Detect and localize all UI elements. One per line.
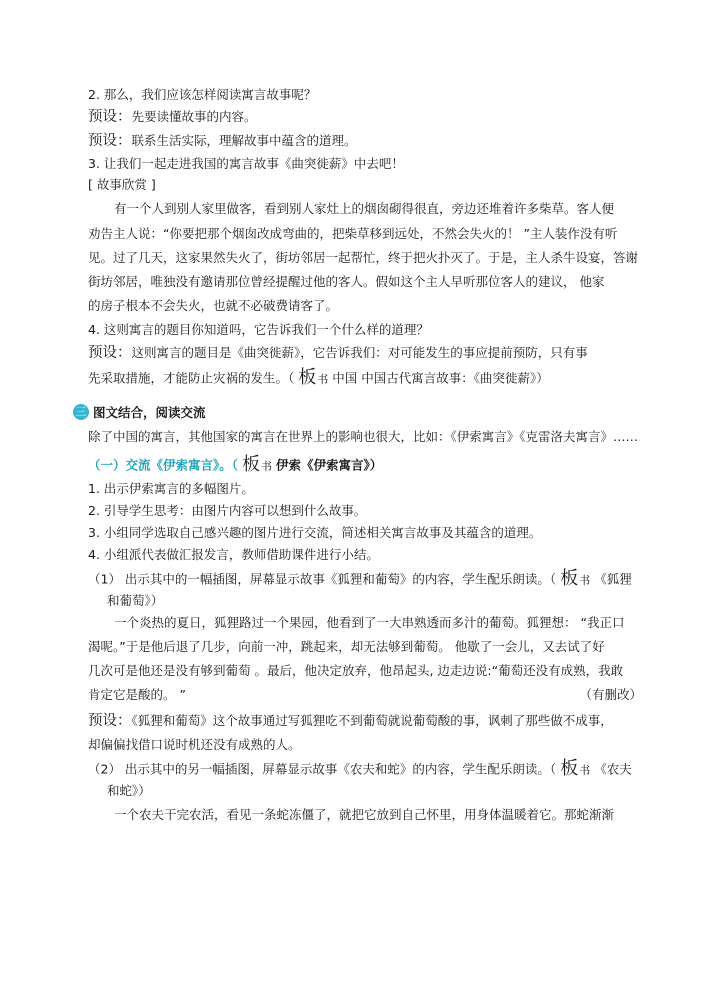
part-1-board-text: 《狐狸: [594, 571, 632, 587]
preset-text: 这则寓言的题目是《曲突徙薪》，它告诉我们：对可能发生的事应提前预防，只有事: [131, 345, 588, 360]
board-char: 板: [298, 367, 317, 388]
step-2: 2. 引导学生思考：由图片内容可以想到什么故事。: [88, 503, 367, 518]
preset-1: [88, 108, 257, 126]
part-1-line-2: 和葡萄》）: [107, 593, 164, 608]
question-4: 4. 这则寓言的题目你知道吗，它告诉我们一个什么样的道理？: [88, 322, 429, 337]
story-line-3: 见。过了几天，这家果然失火了，街坊邻居一起帮忙，终于把火扑灭了。于是，主人杀牛设宴，答谢: [88, 250, 639, 265]
section-title: 图文结合，阅读交流: [93, 405, 206, 420]
subsection-heading: [88, 456, 382, 476]
story-line-5: 的房子根本不会失火，也就不必破费请客了。: [88, 298, 339, 313]
board-char: 书: [317, 373, 329, 386]
board-char: 书: [261, 460, 273, 473]
preset-4-line-2: 却偏偏找借口说时机还没有成熟的人。: [88, 737, 301, 752]
story-line-2: 劝告主人说：“你要把那个烟囱改成弯曲的，把柴草移到远处，不然会失火的！ ”主人装作没有听: [88, 226, 618, 241]
fox-story-line-4: 肯定它是酸的。 ”: [88, 687, 186, 702]
preset-3: [88, 344, 588, 362]
preset-text-b: 中国 中国古代寓言故事：《曲突徙薪》）: [332, 370, 549, 386]
fox-story-line-1: 一个炎热的夏日，狐狸路过一个果园，他看到了一大串熟透而多汁的葡萄。狐狸想： “我正口: [114, 615, 625, 630]
part-2-line-1: [88, 760, 632, 780]
question-3: 3. 让我们一起走进我国的寓言故事《曲突徙薪》中去吧！: [88, 156, 404, 171]
snake-story-line-1: 一个农夫干完农活，看见一条蛇冻僵了，就把它放到自己怀里，用身体温暖着它。那蛇渐渐: [114, 807, 615, 822]
board-mark: [560, 570, 590, 590]
part-2-line-2: 和蛇》）: [107, 783, 151, 798]
story-line-4: 街坊邻居，唯独没有邀请那位曾经提醒过他的客人。假如这个主人早听那位客人的建议， 他家: [88, 274, 605, 289]
preset-2: [88, 132, 357, 150]
preset-text: 联系生活实际，理解故事中蕴含的道理。: [131, 133, 357, 148]
board-char: 书: [579, 764, 591, 777]
board-char: 书: [579, 574, 591, 587]
board-char: 板: [242, 454, 261, 475]
part-1-line-1: [88, 570, 632, 590]
part-1-text: （1） 出示其中的一幅插图，屏幕显示故事《狐狸和葡萄》的内容，学生配乐朗读。（: [88, 571, 557, 587]
preset-label: 预设：: [88, 713, 132, 729]
question-2: 2. 那么，我们应该怎样阅读寓言故事呢？: [88, 87, 317, 102]
abridged-note: （有删改）: [579, 687, 642, 702]
board-mark: [242, 456, 272, 476]
subsection-title: （一）交流《伊索寓言》。（: [88, 457, 239, 473]
step-1: 1. 出示伊索寓言的多幅图片。: [88, 481, 254, 496]
preset-label: 预设：: [88, 109, 132, 125]
story-line-1: 有一个人到别人家里做客，看到别人家灶上的烟囱砌得很直，旁边还堆着许多柴草。客人便: [114, 201, 615, 216]
board-char: 板: [560, 568, 579, 589]
section-intro: 除了中国的寓言，其他国家的寓言在世界上的影响也很大，比如：《伊索寓言》《克雷洛夫寓言》……: [88, 429, 639, 444]
board-mark: [298, 369, 328, 389]
preset-text: 先要读懂故事的内容。: [131, 109, 257, 124]
fox-story-line-3: 几次可是他还是没有够到葡萄 。最后，他决定放弃，他昂起头, 边走边说:“葡萄还没有成熟，我敢: [88, 663, 624, 678]
preset-label: 预设：: [88, 345, 132, 361]
section-number-badge: 三: [73, 404, 89, 420]
preset-label: 预设：: [88, 133, 132, 149]
part-2-board-text: 《农夫: [594, 761, 632, 777]
preset-text: 《狐狸和葡萄》这个故事通过写狐狸吃不到葡萄就说葡萄酸的事，讽刺了那些做不成事，: [131, 713, 613, 728]
subsection-board-text: 伊索《伊索寓言》）: [276, 457, 383, 473]
step-4: 4. 小组派代表做汇报发言，教师借助课件进行小结。: [88, 547, 379, 562]
preset-3-line-2: [88, 369, 549, 389]
board-char: 板: [560, 758, 579, 779]
preset-4: [88, 712, 613, 730]
board-mark: [560, 760, 590, 780]
step-3: 3. 小组同学选取自己感兴趣的图片进行交流，简述相关寓言故事及其蕴含的道理。: [88, 525, 542, 540]
story-heading: [ 故事欣赏 ]: [88, 177, 156, 192]
fox-story-line-2: 渴呢。”于是他后退了几步，向前一冲，跳起来，却无法够到葡萄。 他歇了一会儿，又去试了好: [88, 639, 605, 654]
preset-text-a: 先采取措施，才能防止灾祸的发生。（: [88, 370, 295, 386]
part-2-text: （2） 出示其中的另一幅插图，屏幕显示故事《农夫和蛇》的内容，学生配乐朗读。（: [88, 761, 557, 777]
